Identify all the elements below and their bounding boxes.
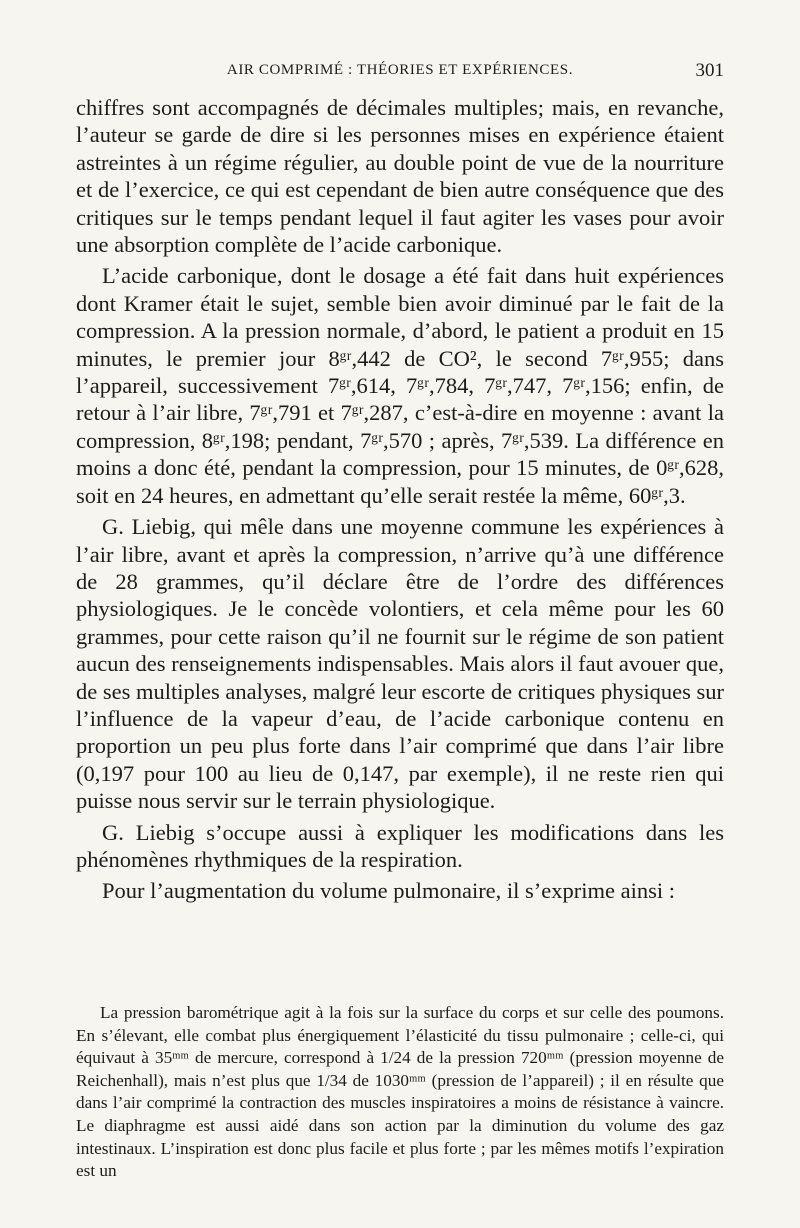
block-quote <box>76 1002 724 1183</box>
running-title: AIR COMPRIMÉ : THÉORIES ET EXPÉRIENCES. <box>226 62 574 78</box>
page-header <box>76 60 724 86</box>
page-number: 301 <box>695 60 724 81</box>
quote-text: La pression barométrique agit à la fois sur la surface du corps et sur celle des poumons. En s’élevant, elle combat plus énergiquement l’élasticité du tissu pulmonaire ; celle-ci, qui équivaut à 35ᵐᵐ de mercure, correspond à 1/24 de la pression 720ᵐᵐ (pression moyenne de Reichenhall), mais n’est plus que 1/34 de 1030ᵐᵐ (pression de l’appareil) ; il en résulte que dans l’air comprimé la contraction des muscles inspiratoires a moins de résistance à vaincre. Le diaphragme est aussi aidé dans son action par la diminution du volume des gaz intestinaux. L’inspiration est donc plus facile et plus forte ; par les mêmes motifs l’expiration est un <box>76 1003 724 1181</box>
paragraph-pulmonary-volume: Pour l’augmentation du volume pulmonaire, il s’exprime ainsi : <box>102 878 676 904</box>
paragraph-liebig-averages: G. Liebig, qui mêle dans une moyenne commune les expériences à l’air libre, avant et après la compression, n’arrive qu’à une différence de 28 grammes, qu’il déclare être de l’ordre des différences physiologiques. Je le concède volontiers, et cela même pour les 60 grammes, pour cette raison qu’il ne fournit sur le régime de son patient aucun des renseignements indispensables. Mais alors il faut avouer que, de ses multiples analyses, malgré leur escorte de critiques physiques sur l’influence de la vapeur d’eau, de l’acide carbonique contenu en proportion un peu plus forte dans l’air comprimé que dans l’air libre (0,197 pour 100 au lieu de 0,147, par exemple), il ne reste rien qui puisse nous servir sur le terrain physiologique. <box>76 514 724 814</box>
paragraph-continuation: chiffres sont accompagnés de décimales multiples; mais, en revanche, l’auteur se garde de dire si les personnes mises en expérience étaient astreintes à un régime régulier, au double point de vue de la nourriture et de l’exercice, ce qui est cependant de bien autre conséquence que des critiques sur le temps pendant lequel il faut agiter les vases pour avoir une absorption complète de l’acide carbonique. <box>76 95 724 258</box>
paragraph-liebig-rhythm: G. Liebig s’occupe aussi à expliquer les modifications dans les phénomènes rhythmiques de la respiration. <box>76 819 724 872</box>
body-text <box>76 94 724 905</box>
paragraph-carbonic-acid: L’acide carbonique, dont le dosage a été fait dans huit expériences dont Kramer était le sujet, semble bien avoir diminué par le fait de la compression. A la pression normale, d’abord, le patient a produit en 15 minutes, le premier jour 8ᵍʳ,442 de CO², le second 7ᵍʳ,955; dans l’appareil, successivement 7ᵍʳ,614, 7ᵍʳ,784, 7ᵍʳ,747, 7ᵍʳ,156; enfin, de retour à l’air libre, 7ᵍʳ,791 et 7ᵍʳ,287, c’est-à-dire en moyenne : avant la compression, 8ᵍʳ,198; pendant, 7ᵍʳ,570 ; après, 7ᵍʳ,539. La différence en moins a donc été, pendant la compression, pour 15 minutes, de 0ᵍʳ,628, soit en 24 heures, en admettant qu’elle serait restée la même, 60ᵍʳ,3. <box>76 263 724 508</box>
